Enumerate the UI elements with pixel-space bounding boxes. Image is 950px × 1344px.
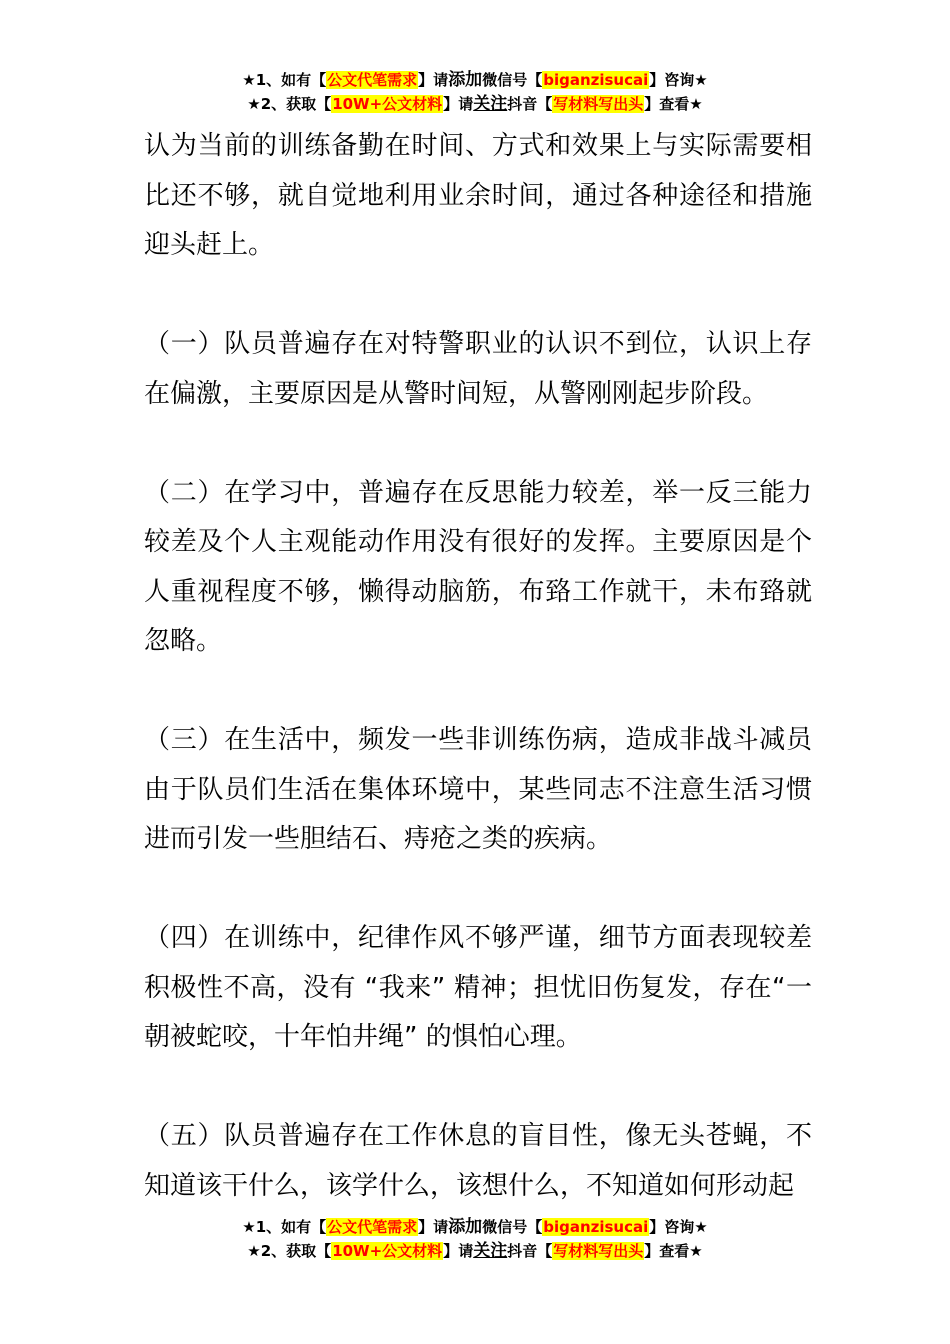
banner-emphasis: 关注	[473, 94, 508, 114]
banner-emphasis: 添加	[448, 70, 483, 90]
highlight-materials: 10W+公文材料	[332, 95, 443, 113]
banner-text: 】请	[418, 1218, 449, 1236]
paragraph-intro: 认为当前的训练备勤在时间、方式和效果上与实际需要相比还不够，就自觉地利用业余时间，通过各种途径和措施迎头赶上。	[144, 131, 812, 260]
paragraph-gap	[144, 419, 812, 469]
paragraph-1: （一）队员普遍存在对特警职业的认识不到位，认识上存在偏激，主要原因是从警时间短，从警刚刚起步阶段。	[144, 329, 812, 409]
banner-text: 】查看★	[644, 95, 703, 113]
banner-text: 】咨询★	[649, 1218, 708, 1236]
highlight-service: 公文代笔需求	[327, 71, 418, 89]
banner-text: 】查看★	[644, 1242, 703, 1260]
paragraph-gap	[144, 271, 812, 321]
highlight-wechat-id: biganzisucai	[543, 1218, 649, 1236]
highlight-wechat-id: biganzisucai	[543, 71, 649, 89]
highlight-douyin: 写材料写出头	[553, 95, 644, 113]
banner-text: 微信号【	[482, 1218, 543, 1236]
banner-text: 】请	[443, 95, 474, 113]
paragraph-2: （二）在学习中，普遍存在反思能力较差，举一反三能力较差及个人主观能动作用没有很好的发挥。主要原因是个人重视程度不够，懒得动脑筋，布臵工作就干，未布臵就忽略。	[144, 477, 812, 656]
highlight-douyin: 写材料写出头	[553, 1242, 644, 1260]
banner-text: ★2、获取【	[247, 1242, 332, 1260]
banner-line-1	[0, 68, 950, 92]
banner-text: 抖音【	[507, 1242, 553, 1260]
paragraph-5: （五）队员普遍存在工作休息的盲目性，像无头苍蝇，不知道该干什么，该学什么，该想什么，不知道如何形动起	[144, 1121, 812, 1201]
banner-emphasis: 关注	[473, 1241, 508, 1261]
banner-line-2	[0, 92, 950, 116]
paragraph-gap	[144, 667, 812, 717]
banner-line-2	[0, 1239, 950, 1263]
footer-banner	[0, 1215, 950, 1263]
banner-line-1	[0, 1215, 950, 1239]
banner-text: 】咨询★	[649, 71, 708, 89]
banner-text: 微信号【	[482, 71, 543, 89]
highlight-materials: 10W+公文材料	[332, 1242, 443, 1260]
paragraph-gap	[144, 865, 812, 915]
banner-text: 】请	[443, 1242, 474, 1260]
banner-text: 抖音【	[507, 95, 553, 113]
banner-text: ★1、如有【	[242, 1218, 327, 1236]
paragraph-4: （四）在训练中，纪律作风不够严谨，细节方面表现较差积极性不高，没有 “我来” 精神；担忧旧伤复发，存在“一朝被蛇咬，十年怕井绳” 的惧怕心理。	[144, 923, 812, 1052]
banner-text: 】请	[418, 71, 449, 89]
paragraph-3: （三）在生活中，频发一些非训练伤病，造成非战斗减员由于队员们生活在集体环境中，某些同志不注意生活习惯进而引发一些胆结石、痔疮之类的疾病。	[144, 725, 812, 854]
banner-text: ★2、获取【	[247, 95, 332, 113]
banner-text: ★1、如有【	[242, 71, 327, 89]
paragraph-gap	[144, 1063, 812, 1113]
highlight-service: 公文代笔需求	[327, 1218, 418, 1236]
document-body	[144, 122, 812, 1211]
header-banner	[0, 68, 950, 116]
banner-emphasis: 添加	[448, 1217, 483, 1237]
